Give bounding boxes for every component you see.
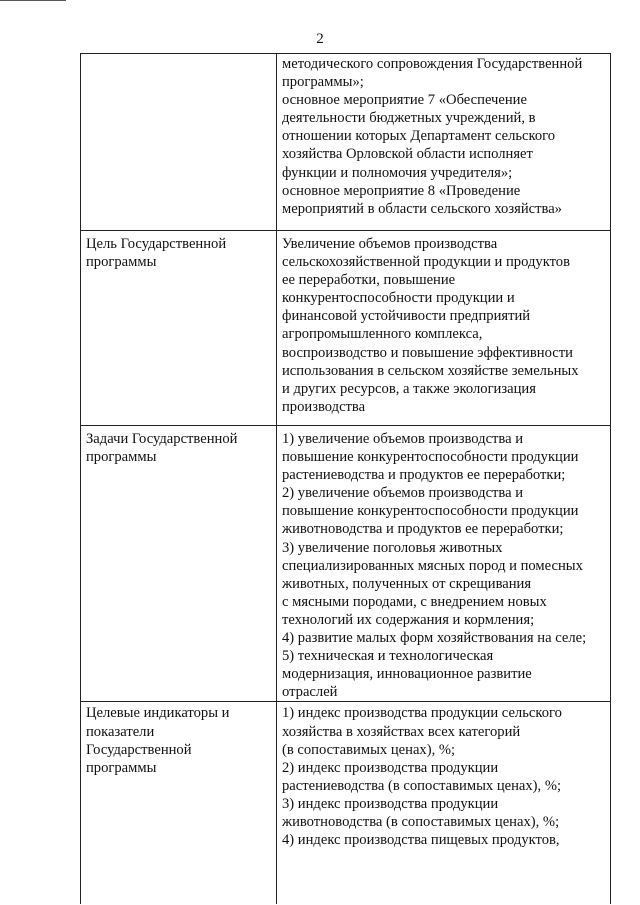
value-line: отношении которых Департамент сельского [282, 128, 556, 145]
table-row [81, 54, 611, 231]
label-line: Цель Государственной [86, 236, 227, 252]
value-line: программы»; [282, 74, 364, 91]
row-value-cell [277, 54, 611, 231]
value-line: растениеводства и продуктов ее переработки; [282, 467, 566, 484]
value-line: основное мероприятие 8 «Проведение [282, 182, 521, 199]
row-value-cell [277, 426, 611, 702]
label-line: Целевые индикаторы и [86, 705, 230, 722]
value-line: повышение конкурентоспособности продукции [282, 503, 579, 520]
value-line: животноводства (в сопоставимых ценах), %; [282, 813, 560, 830]
value-line: отраслей [282, 684, 338, 701]
value-line: деятельности бюджетных учреждений, в [282, 110, 536, 127]
value-line: хозяйства Орловской области исполняет [282, 146, 533, 163]
value-line: производства [282, 398, 366, 415]
table-row-goal [81, 231, 611, 426]
row-label-cell [81, 231, 277, 426]
value-line: (в сопоставимых ценах), %; [282, 741, 456, 758]
row-value-cell [277, 702, 611, 905]
label-line: программы [86, 254, 157, 271]
value-line: мероприятий в области сельского хозяйства» [282, 200, 562, 217]
value-line: 3) индекс производства продукции [282, 795, 499, 812]
value-line: животноводства и продуктов ее переработки; [282, 521, 564, 538]
value-line: финансовой устойчивости предприятий [282, 308, 531, 325]
value-line: использования в сельском хозяйстве земельных [282, 362, 579, 379]
value-line: агропромышленного комплекса, [282, 326, 483, 343]
table-row-tasks [81, 426, 611, 702]
label-line: программы [86, 759, 157, 776]
value-line: 2) индекс производства продукции [282, 759, 499, 776]
label-line: Задачи Государственной [86, 431, 238, 447]
value-line: 3) увеличение поголовья животных [282, 539, 503, 556]
value-line: 1) увеличение объемов производства и [282, 431, 524, 447]
value-line: 1) индекс производства продукции сельского [282, 705, 562, 722]
value-line: воспроизводство и повышение эффективности [282, 344, 573, 361]
value-line: 2) увеличение объемов производства и [282, 485, 524, 502]
label-line: показатели [86, 723, 155, 740]
value-line: повышение конкурентоспособности продукции [282, 449, 579, 466]
value-line: технологий их содержания и кормления; [282, 611, 535, 628]
value-line: хозяйства в хозяйствах всех категорий [282, 723, 521, 740]
row-label-cell [81, 426, 277, 702]
value-line: 4) развитие малых форм хозяйствования на селе; [282, 630, 587, 647]
row-value-cell [277, 231, 611, 426]
value-line: растениеводства (в сопоставимых ценах), %; [282, 777, 562, 794]
value-line: Увеличение объемов производства [282, 236, 498, 252]
value-line: 4) индекс производства пищевых продуктов, [282, 832, 560, 849]
value-line: животных, полученных от скрещивания [282, 575, 532, 592]
value-line: специализированных мясных пород и помесных [282, 557, 583, 574]
value-line: основное мероприятие 7 «Обеспечение [282, 92, 527, 109]
table-row-indicators [81, 702, 611, 905]
scan-edge-mark [0, 0, 66, 1]
label-line: программы [86, 449, 157, 466]
value-line: сельскохозяйственной продукции и продуктов [282, 254, 570, 271]
value-line: функции и полномочия учредителя»; [282, 164, 513, 181]
row-label-cell [81, 54, 277, 231]
row-label-cell [81, 702, 277, 905]
value-line: 5) техническая и технологическая [282, 648, 494, 665]
value-line: с мясными породами, с внедрением новых [282, 593, 547, 610]
value-line: конкурентоспособности продукции и [282, 290, 515, 307]
value-line: модернизация, инновационное развитие [282, 666, 532, 683]
value-line: ее переработки, повышение [282, 272, 456, 289]
label-line: Государственной [86, 741, 192, 758]
page-number: 2 [316, 31, 324, 47]
value-line: и других ресурсов, а также экологизация [282, 380, 536, 397]
program-passport-table [80, 53, 611, 904]
value-line: методического сопровождения Государственной [282, 56, 583, 72]
